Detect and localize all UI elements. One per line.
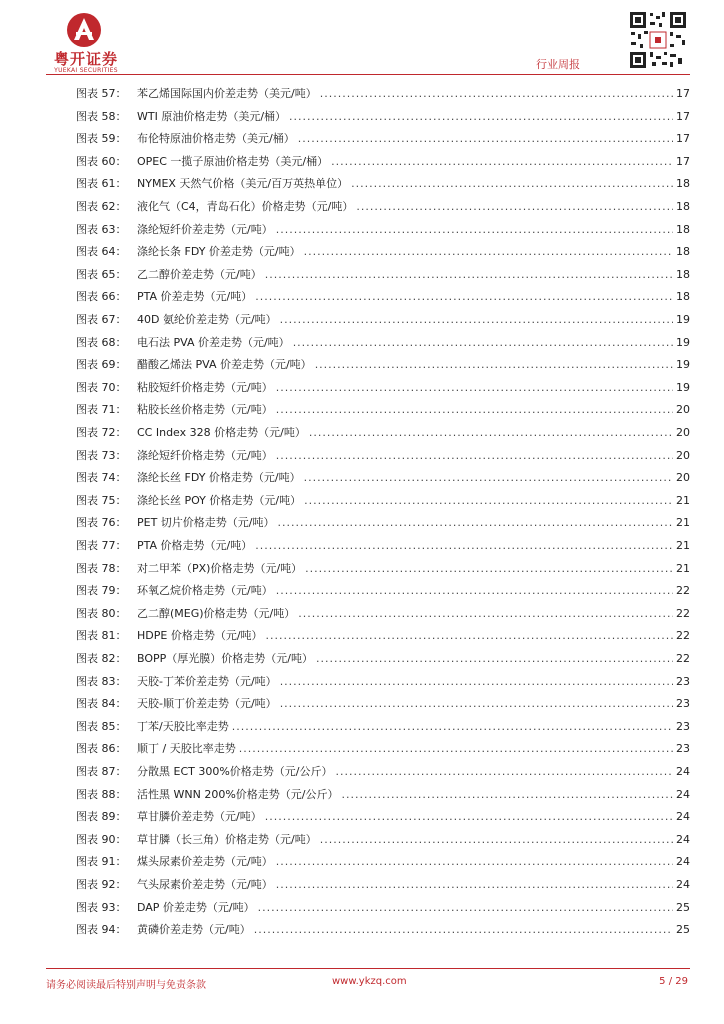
toc-entry[interactable] [0, 694, 724, 714]
toc-figure-title: NYMEX 天然气价格（美元/百万英热单位） [137, 177, 349, 191]
toc-entry[interactable] [0, 355, 724, 375]
toc-page-number: 18 [676, 267, 690, 281]
page-number: 5 / 29 [659, 976, 688, 987]
toc-figure-label: 图表 77： [76, 539, 127, 552]
toc-dot-leader [304, 242, 673, 262]
report-type-label: 行业周报 [536, 58, 580, 71]
toc-page-number: 24 [676, 832, 690, 846]
toc-entry[interactable] [0, 84, 724, 104]
toc-page-number: 18 [676, 290, 690, 304]
toc-figure-title: PTA 价差走势（元/吨） [137, 290, 253, 304]
toc-entry[interactable] [0, 536, 724, 556]
header-divider [46, 74, 690, 75]
toc-entry-line [137, 84, 690, 104]
toc-dot-leader [351, 174, 673, 194]
toc-dot-leader [266, 626, 673, 646]
toc-dot-leader [255, 536, 673, 556]
toc-entry[interactable] [0, 920, 724, 940]
toc-figure-label: 图表 75： [76, 493, 127, 507]
toc-entry[interactable] [0, 446, 724, 466]
toc-page-number: 23 [676, 697, 690, 711]
toc-dot-leader [309, 423, 673, 443]
toc-page-number: 22 [676, 584, 690, 598]
toc-figure-label: 图表 72： [76, 426, 127, 439]
toc-page-number: 19 [676, 335, 690, 349]
toc-entry-line [137, 920, 690, 940]
toc-page-number: 20 [676, 426, 690, 439]
toc-entry[interactable] [0, 220, 724, 240]
toc-entry-line [137, 559, 690, 579]
logo-emblem-icon [66, 12, 102, 48]
toc-dot-leader [316, 649, 673, 669]
toc-figure-label: 图表 86： [76, 742, 127, 756]
toc-entry-line [137, 536, 690, 556]
toc-page-number: 19 [676, 313, 690, 326]
toc-dot-leader [356, 197, 673, 217]
toc-entry[interactable] [0, 559, 724, 579]
toc-figure-title: PTA 价格走势（元/吨） [137, 539, 253, 552]
toc-page-number: 17 [676, 154, 690, 168]
toc-dot-leader [280, 694, 673, 714]
toc-dot-leader [304, 468, 673, 488]
toc-entry-line [137, 310, 690, 330]
toc-entry[interactable] [0, 333, 724, 353]
toc-entry[interactable] [0, 852, 724, 872]
toc-entry-line [137, 807, 690, 827]
toc-dot-leader [280, 672, 673, 692]
page-footer [46, 976, 690, 990]
toc-figure-label: 图表 66： [76, 290, 127, 304]
toc-figure-label: 图表 81： [76, 629, 127, 643]
toc-entry[interactable] [0, 468, 724, 488]
toc-entry-line [137, 242, 690, 262]
toc-dot-leader [341, 785, 673, 805]
toc-dot-leader [239, 739, 673, 759]
toc-page-number: 22 [676, 629, 690, 643]
toc-page-number: 17 [676, 132, 690, 146]
toc-entry[interactable] [0, 875, 724, 895]
toc-entry[interactable] [0, 762, 724, 782]
toc-figure-label: 图表 79： [76, 584, 127, 598]
toc-figure-title: 顺丁 / 天胶比率走势 [137, 742, 236, 756]
toc-figure-title: 天胶-顺丁价差走势（元/吨） [137, 697, 277, 711]
toc-figure-label: 图表 68： [76, 335, 127, 349]
toc-figure-title: 煤头尿素价差走势（元/吨） [137, 855, 273, 869]
toc-entry[interactable] [0, 174, 724, 194]
toc-entry-line [137, 717, 690, 737]
toc-figure-label: 图表 82： [76, 652, 127, 665]
toc-page-number: 17 [676, 109, 690, 123]
toc-page-number: 21 [676, 561, 690, 575]
toc-dot-leader [298, 604, 673, 624]
toc-entry[interactable] [0, 830, 724, 850]
toc-figure-title: 气头尿素价差走势（元/吨） [137, 878, 273, 891]
toc-page-number: 18 [676, 222, 690, 236]
toc-entry-line [137, 333, 690, 353]
toc-page-number: 19 [676, 358, 690, 372]
toc-dot-leader [276, 875, 673, 895]
toc-entry[interactable] [0, 626, 724, 646]
toc-figure-label: 图表 84： [76, 697, 127, 711]
toc-dot-leader [254, 920, 673, 940]
toc-figure-title: BOPP（厚光膜）价格走势（元/吨） [137, 652, 313, 665]
toc-figure-title: 涤纶长丝 FDY 价格走势（元/吨） [137, 471, 301, 485]
toc-figure-label: 图表 64： [76, 245, 127, 259]
toc-figure-title: 乙二醇价差走势（元/吨） [137, 267, 262, 281]
toc-entry[interactable] [0, 287, 724, 307]
toc-figure-title: 黄磷价差走势（元/吨） [137, 923, 251, 937]
toc-page-number: 24 [676, 855, 690, 869]
toc-figure-label: 图表 89： [76, 810, 127, 824]
toc-dot-leader [278, 513, 673, 533]
toc-entry[interactable] [0, 378, 724, 398]
toc-entry[interactable] [0, 491, 724, 511]
toc-dot-leader [331, 152, 673, 172]
toc-entry-line [137, 785, 690, 805]
toc-page-number: 20 [676, 471, 690, 485]
toc-figure-title: 醋酸乙烯法 PVA 价差走势（元/吨） [137, 358, 312, 372]
toc-figure-title: 苯乙烯国际国内价差走势（美元/吨） [137, 87, 317, 100]
logo-chinese-name: 粤开证券 [53, 50, 118, 68]
toc-figure-title: 涤纶长条 FDY 价差走势（元/吨） [137, 245, 301, 259]
toc-entry[interactable] [0, 785, 724, 805]
toc-figure-title: 天胶-丁苯价差走势（元/吨） [137, 674, 277, 688]
toc-figure-label: 图表 78： [76, 561, 127, 575]
toc-figure-title: 分散黑 ECT 300%价格走势（元/公斤） [137, 765, 333, 778]
toc-entry-line [137, 739, 690, 759]
toc-entry-line [137, 898, 690, 918]
toc-dot-leader [276, 852, 673, 872]
toc-entry-line [137, 513, 690, 533]
toc-dot-leader [255, 287, 673, 307]
toc-entry-line [137, 152, 690, 172]
toc-figure-label: 图表 71： [76, 403, 127, 417]
toc-entry-line [137, 604, 690, 624]
toc-figure-label: 图表 90： [76, 832, 127, 846]
toc-page-number: 23 [676, 674, 690, 688]
toc-figure-title: 涤纶短纤价格走势（元/吨） [137, 448, 273, 462]
toc-entry-line [137, 446, 690, 466]
toc-figure-title: OPEC 一揽子原油价格走势（美元/桶） [137, 154, 329, 168]
toc-page-number: 23 [676, 719, 690, 733]
toc-page-number: 21 [676, 516, 690, 530]
toc-entry[interactable] [0, 649, 724, 669]
toc-figure-label: 图表 59： [76, 132, 127, 146]
toc-entry-line [137, 694, 690, 714]
toc-figure-title: 粘胶短纤价格走势（元/吨） [137, 380, 273, 394]
toc-entry-line [137, 107, 690, 127]
toc-dot-leader [336, 762, 674, 782]
disclaimer-note: 请务必阅读最后特别声明与免责条款 [46, 980, 206, 991]
toc-page-number: 18 [676, 200, 690, 213]
toc-dot-leader [276, 581, 673, 601]
toc-figure-label: 图表 94： [76, 923, 127, 937]
toc-dot-leader [315, 355, 673, 375]
toc-page-number: 23 [676, 742, 690, 756]
toc-page-number: 20 [676, 403, 690, 417]
toc-page-number: 21 [676, 493, 690, 507]
toc-entry[interactable] [0, 107, 724, 127]
toc-dot-leader [276, 446, 673, 466]
toc-figure-label: 图表 85： [76, 719, 127, 733]
toc-figure-title: 粘胶长丝价格走势（元/吨） [137, 403, 273, 417]
toc-dot-leader [276, 220, 673, 240]
toc-page-number: 22 [676, 652, 690, 665]
toc-page-number: 24 [676, 787, 690, 801]
toc-page-number: 21 [676, 539, 690, 552]
toc-figure-title: 丁苯/天胶比率走势 [137, 719, 229, 733]
toc-dot-leader [276, 378, 673, 398]
toc-figure-label: 图表 80： [76, 606, 127, 620]
toc-entry-line [137, 174, 690, 194]
toc-page-number: 22 [676, 606, 690, 620]
toc-figure-title: 环氧乙烷价格走势（元/吨） [137, 584, 273, 598]
toc-figure-title: 电石法 PVA 价差走势（元/吨） [137, 335, 290, 349]
toc-page-number: 18 [676, 177, 690, 191]
toc-entry-line [137, 265, 690, 285]
toc-figure-label: 图表 91： [76, 855, 127, 869]
toc-figure-label: 图表 58： [76, 109, 127, 123]
toc-dot-leader [298, 129, 673, 149]
toc-page-number: 19 [676, 380, 690, 394]
toc-entry-line [137, 287, 690, 307]
toc-entry-line [137, 129, 690, 149]
toc-figure-title: 活性黑 WNN 200%价格走势（元/公斤） [137, 787, 339, 801]
toc-figure-title: CC Index 328 价格走势（元/吨） [137, 426, 306, 439]
toc-figure-label: 图表 67： [76, 313, 127, 326]
toc-figure-label: 图表 92： [76, 878, 127, 891]
toc-figure-title: DAP 价差走势（元/吨） [137, 900, 255, 914]
toc-dot-leader [232, 717, 673, 737]
toc-entry-line [137, 581, 690, 601]
toc-figure-label: 图表 62： [76, 200, 127, 213]
toc-entry-line [137, 220, 690, 240]
toc-entry[interactable] [0, 898, 724, 918]
page-header [0, 0, 724, 78]
toc-figure-title: 涤纶长丝 POY 价格走势（元/吨） [137, 493, 302, 507]
toc-figure-label: 图表 76： [76, 516, 127, 530]
toc-entry-line [137, 378, 690, 398]
toc-dot-leader [280, 310, 673, 330]
toc-dot-leader [265, 807, 673, 827]
toc-dot-leader [276, 400, 673, 420]
toc-entry-line [137, 649, 690, 669]
toc-page-number: 24 [676, 765, 690, 778]
toc-entry[interactable] [0, 197, 724, 217]
toc-entry[interactable] [0, 265, 724, 285]
toc-figure-label: 图表 87： [76, 765, 127, 778]
website-link[interactable]: www.ykzq.com [332, 976, 407, 987]
toc-entry[interactable] [0, 807, 724, 827]
toc-dot-leader [320, 830, 673, 850]
toc-entry-line [137, 672, 690, 692]
toc-entry[interactable] [0, 423, 724, 443]
toc-dot-leader [265, 265, 673, 285]
toc-figure-title: 液化气（C4，青岛石化）价格走势（元/吨） [137, 200, 354, 213]
toc-entry-line [137, 400, 690, 420]
toc-page-number: 24 [676, 810, 690, 824]
toc-figure-title: 40D 氨纶价差走势（元/吨） [137, 313, 277, 326]
toc-figure-label: 图表 83： [76, 674, 127, 688]
toc-page-number: 18 [676, 245, 690, 259]
toc-figure-title: WTI 原油价格走势（美元/桶） [137, 109, 287, 123]
toc-figure-label: 图表 61： [76, 177, 127, 191]
toc-page-number: 25 [676, 923, 690, 937]
toc-figure-title: 涤纶短纤价差走势（元/吨） [137, 222, 273, 236]
toc-entry[interactable] [0, 581, 724, 601]
toc-page-number: 20 [676, 448, 690, 462]
toc-entry-line [137, 355, 690, 375]
toc-dot-leader [289, 107, 673, 127]
toc-entry-line [137, 468, 690, 488]
toc-figure-label: 图表 57： [76, 87, 127, 100]
toc-page-number: 24 [676, 878, 690, 891]
qr-code-icon [628, 10, 688, 70]
toc-figure-title: 对二甲苯（PX)价格走势（元/吨） [137, 561, 303, 575]
toc-figure-label: 图表 60： [76, 154, 127, 168]
toc-entry[interactable] [0, 310, 724, 330]
toc-entry-line [137, 830, 690, 850]
toc-page-number: 17 [676, 87, 690, 100]
toc-entry[interactable] [0, 717, 724, 737]
toc-entry-line [137, 762, 690, 782]
toc-entry-line [137, 423, 690, 443]
toc-entry[interactable] [0, 152, 724, 172]
toc-entry-line [137, 875, 690, 895]
toc-entry-line [137, 491, 690, 511]
toc-figure-label: 图表 74： [76, 471, 127, 485]
toc-entry[interactable] [0, 604, 724, 624]
toc-page-number: 25 [676, 900, 690, 914]
toc-figure-label: 图表 88： [76, 787, 127, 801]
toc-figure-label: 图表 70： [76, 380, 127, 394]
toc-entry[interactable] [0, 672, 724, 692]
toc-dot-leader [304, 491, 673, 511]
toc-figure-label: 图表 63： [76, 222, 127, 236]
toc-figure-label: 图表 93： [76, 900, 127, 914]
toc-dot-leader [320, 84, 673, 104]
toc-figure-label: 图表 69： [76, 358, 127, 372]
toc-dot-leader [305, 559, 673, 579]
footer-divider [46, 968, 690, 969]
toc-figure-label: 图表 65： [76, 267, 127, 281]
toc-entry[interactable] [0, 739, 724, 759]
toc-dot-leader [258, 898, 673, 918]
toc-figure-title: 草甘膦价差走势（元/吨） [137, 810, 262, 824]
toc-entry-line [137, 197, 690, 217]
toc-figure-label: 图表 73： [76, 448, 127, 462]
toc-dot-leader [293, 333, 673, 353]
toc-figure-title: 乙二醇(MEG)价格走势（元/吨） [137, 606, 296, 620]
toc-figure-title: PET 切片价格走势（元/吨） [137, 516, 275, 530]
toc-entry-line [137, 626, 690, 646]
toc-entry[interactable] [0, 242, 724, 262]
toc-entry[interactable] [0, 400, 724, 420]
toc-figure-title: HDPE 价格走势（元/吨） [137, 629, 263, 643]
company-logo [46, 12, 126, 74]
toc-entry-line [137, 852, 690, 872]
toc-figure-title: 草甘膦（长三角）价格走势（元/吨） [137, 832, 317, 846]
toc-entry[interactable] [0, 129, 724, 149]
logo-english-name: YUEKAI SECURITIES [54, 67, 118, 74]
toc-entry[interactable] [0, 513, 724, 533]
toc-figure-title: 布伦特原油价格走势（美元/桶） [137, 132, 295, 146]
